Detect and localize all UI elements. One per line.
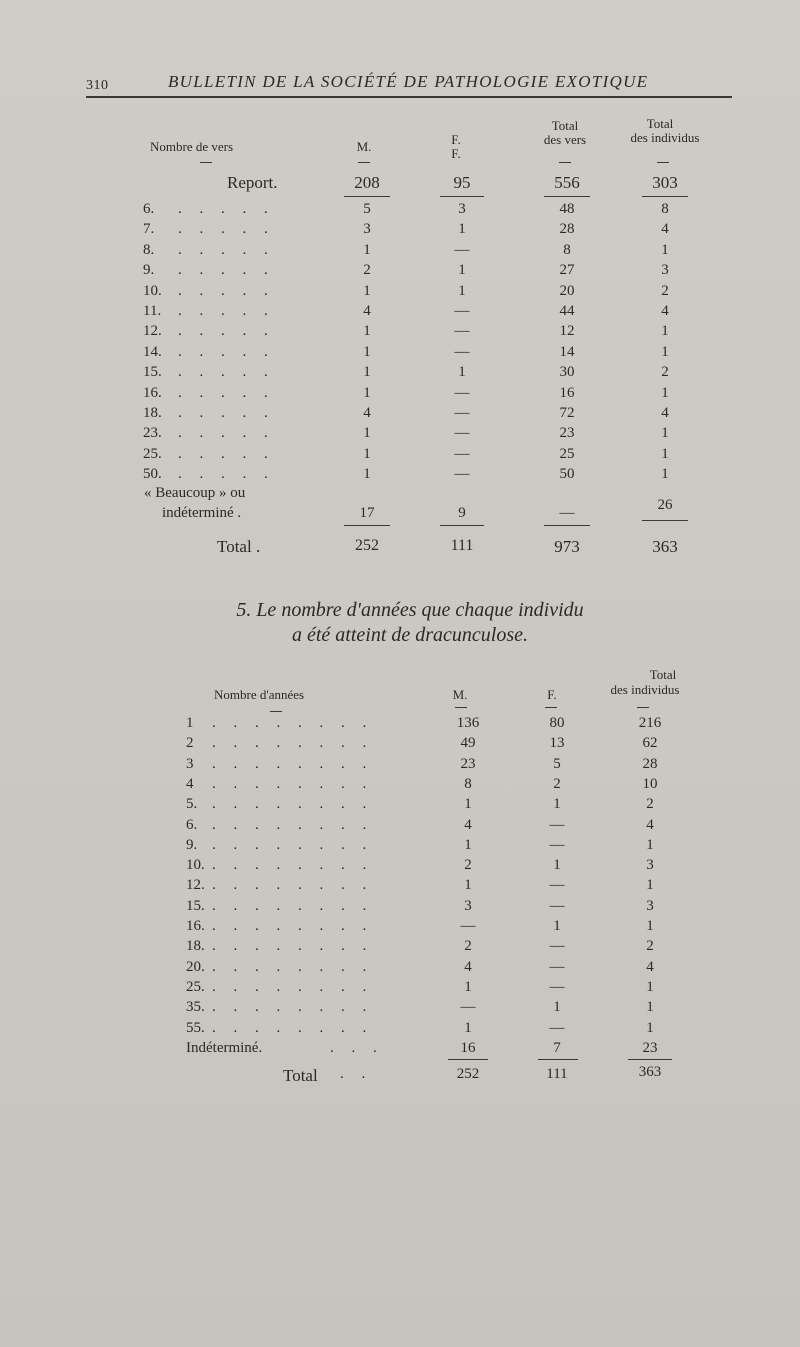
cell-m: —	[460, 999, 476, 1016]
leader-dots: . . . . . . . .	[212, 978, 374, 995]
cell-individus: 2	[661, 282, 669, 299]
report-underline	[440, 196, 484, 197]
table2-total-f: 111	[546, 1066, 568, 1082]
cell-m: 23	[460, 755, 476, 772]
leader-dots: . . .	[330, 1039, 384, 1056]
row-label: 18.	[143, 405, 162, 421]
row-label: 9.	[186, 836, 198, 853]
cell-t: 4	[646, 816, 654, 833]
cell-individus: 1	[661, 343, 669, 360]
leader-dots: . . . . .	[178, 303, 275, 319]
leader-dots: . . . . .	[178, 262, 275, 279]
cell-m: 136	[456, 715, 480, 731]
col-header-f-repeat: F.	[451, 146, 461, 161]
leader-dots: . . . . . . . .	[212, 735, 374, 752]
row-label: 10.	[186, 857, 205, 874]
cell-m: 1	[363, 343, 371, 360]
table2-total-t: 363	[638, 1064, 662, 1080]
cell-m: 1	[464, 796, 472, 813]
cell-vers: 12	[559, 323, 575, 340]
beaucoup-m: 17	[359, 505, 375, 521]
cell-m: 49	[460, 735, 476, 752]
beaucoup-individus: 26	[657, 497, 673, 513]
beaucoup-underline	[440, 525, 484, 526]
cell-f: —	[454, 384, 470, 401]
cell-m: 5	[363, 201, 371, 217]
row-label: 3	[186, 755, 194, 772]
row-label: 16.	[186, 918, 205, 934]
cell-m: 1	[363, 384, 371, 401]
col-header-total-vers-line2: des vers	[543, 132, 587, 147]
row-label: 25.	[143, 445, 162, 462]
cell-f: 1	[553, 796, 561, 813]
cell-f: 7	[553, 1039, 561, 1056]
cell-m: 1	[464, 877, 472, 894]
total-underline	[628, 1059, 672, 1060]
row-label: 15.	[186, 897, 205, 914]
cell-vers: 50	[559, 466, 575, 483]
cell-individus: 3	[661, 262, 669, 279]
header-dash	[200, 162, 212, 163]
leader-dots: . . . . . . . .	[212, 877, 374, 894]
cell-m: 4	[363, 303, 371, 319]
leader-dots: . . . . . . . .	[212, 857, 374, 874]
row-label: 8.	[143, 241, 155, 258]
row-label: 7.	[143, 221, 155, 238]
cell-f: 1	[553, 918, 561, 934]
cell-vers: 27	[559, 262, 575, 279]
cell-m: 1	[464, 836, 472, 853]
row-label: 50.	[143, 466, 162, 483]
cell-m: 1	[464, 978, 472, 995]
cell-m: 1	[363, 241, 371, 258]
cell-f: —	[549, 816, 565, 833]
report-f: 95	[453, 173, 471, 192]
leader-dots: . . . . . . . .	[212, 1019, 374, 1036]
cell-individus: 4	[661, 405, 669, 421]
cell-f: 3	[458, 201, 466, 217]
leader-dots: . . . . .	[178, 384, 275, 401]
cell-individus: 1	[661, 425, 669, 442]
col-header-total-individus-line2: des individus	[630, 130, 700, 145]
cell-individus: 1	[661, 445, 669, 462]
beaucoup-vers: —	[559, 505, 575, 521]
cell-t: 216	[638, 715, 662, 731]
cell-individus: 1	[661, 466, 669, 483]
row-label: 15.	[143, 364, 162, 381]
cell-m: 4	[464, 958, 472, 975]
cell-t: 3	[646, 897, 654, 914]
cell-vers: 8	[563, 241, 571, 258]
cell-t: 3	[646, 857, 654, 874]
cell-f: 1	[553, 999, 561, 1016]
row-label: 16.	[143, 384, 162, 401]
cell-m: 4	[363, 405, 371, 421]
cell-f: 2	[553, 775, 561, 792]
cell-f: 80	[549, 715, 565, 731]
cell-f: —	[454, 445, 470, 462]
report-vers: 556	[554, 173, 580, 192]
beaucoup-label-line2: indéterminé .	[162, 505, 242, 521]
leader-dots: . . . . . . . .	[212, 938, 374, 955]
cell-m: 8	[464, 775, 472, 792]
cell-f: —	[549, 836, 565, 853]
report-underline	[344, 196, 390, 197]
leader-dots: . . . . .	[178, 405, 275, 421]
cell-f: —	[549, 897, 565, 914]
cell-f: —	[454, 241, 470, 258]
cell-t: 1	[646, 918, 654, 934]
table2-total-label: Total	[283, 1066, 318, 1085]
page-number: 310	[86, 78, 109, 93]
row-label: 10.	[143, 282, 162, 299]
col-header-m: M.	[452, 687, 468, 702]
col-header-total-vers-line1: Total	[551, 118, 579, 133]
cell-individus: 1	[661, 384, 669, 401]
cell-m: —	[460, 918, 476, 934]
leader-dots: . . . . .	[178, 364, 275, 381]
cell-m: 2	[464, 938, 472, 955]
cell-t: 2	[646, 938, 654, 955]
header-dash	[559, 162, 571, 163]
leader-dots: . . . . .	[178, 201, 275, 217]
cell-vers: 44	[559, 303, 575, 319]
leader-dots: . . . . .	[178, 282, 275, 299]
row-label: 1	[186, 715, 194, 731]
report-individus: 303	[652, 173, 678, 192]
cell-m: 2	[464, 857, 472, 874]
beaucoup-f: 9	[458, 505, 466, 521]
cell-individus: 1	[661, 241, 669, 258]
cell-individus: 4	[661, 303, 669, 319]
report-underline	[642, 196, 688, 197]
cell-f: —	[454, 466, 470, 483]
cell-m: 16	[460, 1039, 476, 1056]
table1-total-f: 111	[450, 537, 474, 554]
leader-dots: . . . . . . . .	[212, 897, 374, 914]
header-dash	[657, 162, 669, 163]
cell-vers: 30	[559, 364, 575, 381]
cell-vers: 48	[559, 201, 575, 217]
table1-total-m: 252	[355, 537, 379, 554]
row-label: 25.	[186, 978, 205, 995]
cell-individus: 2	[661, 364, 669, 381]
cell-m: 1	[363, 445, 371, 462]
cell-vers: 14	[559, 343, 575, 360]
row-label: 6.	[186, 816, 198, 833]
leader-dots: . . . . . . . .	[212, 836, 374, 853]
section-5-heading-line2: a été atteint de dracunculose.	[291, 624, 529, 646]
row-label: Indéterminé.	[186, 1039, 263, 1056]
cell-f: 1	[458, 282, 466, 299]
leader-dots: . . . . . . . .	[212, 918, 374, 934]
cell-f: 1	[458, 262, 466, 279]
cell-m: 1	[363, 466, 371, 483]
header-dash	[455, 707, 467, 708]
table1-total-vers: 973	[554, 537, 580, 556]
row-label: 18.	[186, 938, 205, 955]
cell-m: 1	[363, 364, 371, 381]
leader-dots: . . . . . . . .	[212, 796, 374, 813]
col-header-f: F.	[547, 687, 557, 702]
total-underline	[448, 1059, 488, 1060]
cell-f: 1	[458, 364, 466, 381]
cell-f: —	[549, 1019, 565, 1036]
cell-t: 10	[642, 775, 658, 792]
leader-dots: . . . . .	[178, 466, 275, 483]
col-header-total-line2: des individus	[610, 682, 680, 697]
col-header-total-individus-line1: Total	[646, 116, 674, 131]
leader-dots: . . . . . . . .	[212, 775, 374, 792]
beaucoup-underline	[344, 525, 390, 526]
row-label: 4	[186, 775, 194, 792]
row-label: 12.	[143, 323, 162, 340]
table2-total-m: 252	[456, 1066, 480, 1082]
cell-t: 28	[642, 755, 658, 772]
cell-t: 1	[646, 877, 654, 894]
leader-dots: . . . . . . . .	[212, 999, 374, 1016]
cell-vers: 23	[559, 425, 575, 442]
cell-f: 1	[553, 857, 561, 874]
report-label: Report.	[227, 173, 278, 192]
row-label: 5.	[186, 796, 198, 813]
leader-dots: . . . . .	[178, 221, 275, 238]
header-dash	[637, 707, 649, 708]
cell-f: —	[454, 405, 470, 421]
beaucoup-underline	[642, 520, 688, 521]
cell-t: 1	[646, 978, 654, 995]
col-header-m: M.	[356, 139, 372, 154]
cell-m: 3	[363, 221, 371, 238]
cell-f: —	[549, 978, 565, 995]
cell-f: —	[454, 425, 470, 442]
cell-f: —	[454, 323, 470, 340]
cell-f: —	[454, 303, 470, 319]
header-dash	[545, 707, 557, 708]
cell-m: 3	[464, 897, 472, 914]
row-label: 9.	[143, 262, 155, 279]
header-rule	[86, 96, 732, 98]
cell-f: —	[549, 877, 565, 894]
cell-t: 62	[642, 735, 658, 752]
cell-t: 2	[646, 796, 654, 813]
cell-vers: 16	[559, 384, 575, 401]
cell-f: —	[549, 958, 565, 975]
col-header-f: F.	[451, 132, 461, 147]
cell-vers: 25	[559, 445, 575, 462]
beaucoup-underline	[544, 525, 590, 526]
cell-m: 1	[363, 282, 371, 299]
cell-t: 1	[646, 999, 654, 1016]
cell-f: —	[454, 343, 470, 360]
row-label: 12.	[186, 877, 205, 894]
cell-m: 4	[464, 816, 472, 833]
section-5-heading-line1: 5. Le nombre d'années que chaque individu	[236, 599, 584, 621]
leader-dots: . . . . . . . .	[212, 755, 374, 772]
cell-t: 1	[646, 836, 654, 853]
cell-vers: 28	[559, 221, 575, 238]
cell-m: 1	[464, 1019, 472, 1036]
journal-title: BULLETIN DE LA SOCIÉTÉ DE PATHOLOGIE EXOTIQUE	[168, 72, 649, 91]
cell-f: 1	[458, 221, 466, 238]
leader-dots: . . . . .	[178, 445, 275, 462]
header-dash	[358, 162, 370, 163]
report-underline	[544, 196, 590, 197]
beaucoup-label-line1: « Beaucoup » ou	[144, 485, 246, 501]
cell-m: 1	[363, 323, 371, 340]
row-label: 55.	[186, 1019, 205, 1036]
row-label: 20.	[186, 958, 205, 975]
cell-f: 13	[549, 735, 565, 752]
leader-dots: . . . . .	[178, 343, 275, 360]
cell-vers: 72	[559, 405, 575, 421]
cell-t: 4	[646, 958, 654, 975]
cell-individus: 8	[661, 201, 669, 217]
total-underline	[538, 1059, 578, 1060]
table1-total-label: Total .	[217, 537, 261, 556]
report-m: 208	[354, 173, 380, 192]
row-label: 11.	[143, 303, 162, 319]
cell-vers: 20	[559, 282, 575, 299]
row-label: 2	[186, 735, 194, 752]
row-label: 14.	[143, 343, 162, 360]
col-header-nombre-de-vers: Nombre de vers	[150, 139, 234, 154]
table2-total-dots: . .	[340, 1066, 373, 1082]
leader-dots: . . . . . . . .	[212, 958, 374, 975]
row-label: 6.	[143, 201, 155, 217]
leader-dots: . . . . . . . .	[212, 715, 374, 731]
cell-individus: 4	[661, 221, 669, 238]
leader-dots: . . . . . . . .	[212, 816, 374, 833]
row-label: 35.	[186, 999, 205, 1016]
leader-dots: . . . . .	[178, 241, 275, 258]
col-header-total-line1: Total	[649, 667, 677, 682]
cell-m: 1	[363, 425, 371, 442]
cell-t: 23	[642, 1039, 658, 1056]
cell-m: 2	[363, 262, 371, 279]
row-label: 23.	[143, 425, 162, 442]
cell-t: 1	[646, 1019, 654, 1036]
cell-f: —	[549, 938, 565, 955]
col-header-nombre-annees: Nombre d'années	[214, 687, 305, 702]
table1-total-individus: 363	[652, 537, 678, 556]
cell-f: 5	[553, 755, 561, 772]
header-dash	[270, 711, 282, 712]
leader-dots: . . . . .	[178, 425, 275, 442]
cell-individus: 1	[661, 323, 669, 340]
leader-dots: . . . . .	[178, 323, 275, 340]
